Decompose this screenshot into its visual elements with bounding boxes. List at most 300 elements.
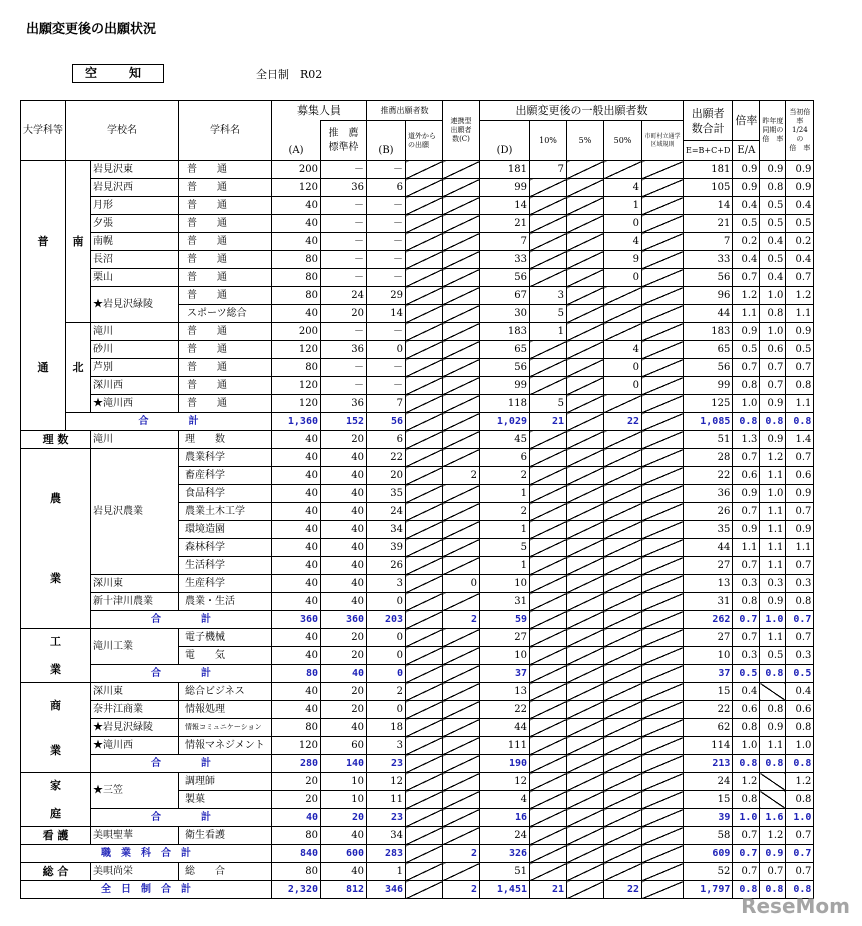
table-row xyxy=(21,101,814,121)
header-initial: 当初倍率 1/24 の 倍 率 xyxy=(786,101,814,161)
p50-value xyxy=(604,431,642,449)
ratio-value: 0.7 xyxy=(733,629,760,647)
table-row xyxy=(21,881,814,899)
initial-ratio-value: 1.1 xyxy=(786,305,814,323)
total-p5 xyxy=(567,755,604,773)
suisen-count-value: － xyxy=(367,269,406,287)
general-value: 14 xyxy=(480,197,530,215)
header-recruit: 募集人員 xyxy=(272,101,367,121)
total-value: 65 xyxy=(684,341,733,359)
city-value xyxy=(642,251,684,269)
recruit-value: 80 xyxy=(272,827,321,845)
p10-value xyxy=(530,539,567,557)
p50-value xyxy=(604,395,642,413)
suisen-waku-value: － xyxy=(321,359,367,377)
ratio-value: 0.7 xyxy=(733,557,760,575)
prev-ratio-value: 0.9 xyxy=(760,395,786,413)
recruit-value: 40 xyxy=(272,575,321,593)
p50-value xyxy=(604,503,642,521)
ratio-value: 0.7 xyxy=(733,863,760,881)
recruit-value: 40 xyxy=(272,557,321,575)
dept-name: 普 通 xyxy=(179,323,272,341)
general-value: 24 xyxy=(480,827,530,845)
suisen-waku-value: 40 xyxy=(321,503,367,521)
dougai-value xyxy=(406,701,443,719)
prev-ratio-value xyxy=(760,773,786,791)
total-suisen-count: 0 xyxy=(367,665,406,683)
recruit-value: 80 xyxy=(272,359,321,377)
table-row xyxy=(21,287,814,305)
dougai-value xyxy=(406,503,443,521)
school-name: 深川東 xyxy=(91,575,179,593)
total-recruit: 840 xyxy=(272,845,321,863)
ratio-value: 1.1 xyxy=(733,539,760,557)
header-dougai: 道外からの出願 xyxy=(406,121,443,161)
p50-value xyxy=(604,161,642,179)
p5-value xyxy=(567,629,604,647)
suisen-waku-value: 40 xyxy=(321,449,367,467)
p5-value xyxy=(567,395,604,413)
school-name: 滝川 xyxy=(91,323,179,341)
category-shogyo: 商 業 xyxy=(21,683,91,773)
total-city xyxy=(642,809,684,827)
header-ratio: 倍率 xyxy=(733,101,760,141)
general-value: 56 xyxy=(480,359,530,377)
city-value xyxy=(642,161,684,179)
school-name: 新十津川農業 xyxy=(91,593,179,611)
initial-ratio-value: 1.1 xyxy=(786,539,814,557)
dept-name: 畜産科学 xyxy=(179,467,272,485)
initial-ratio-value: 0.9 xyxy=(786,521,814,539)
p5-value xyxy=(567,557,604,575)
suisen-waku-value: 36 xyxy=(321,341,367,359)
suisen-count-value: 26 xyxy=(367,557,406,575)
dept-name: 普 通 xyxy=(179,161,272,179)
dept-name: 生産科学 xyxy=(179,575,272,593)
suisen-count-value: － xyxy=(367,251,406,269)
p5-value xyxy=(567,701,604,719)
total-prev: 0.8 xyxy=(760,881,786,899)
dougai-value xyxy=(406,593,443,611)
suisen-count-value: － xyxy=(367,233,406,251)
total-value: 21 xyxy=(684,215,733,233)
dept-name: 情報マネジメント xyxy=(179,737,272,755)
general-value: 65 xyxy=(480,341,530,359)
total-value: 44 xyxy=(684,305,733,323)
dept-name: 普 通 xyxy=(179,215,272,233)
dept-name: 普 通 xyxy=(179,287,272,305)
suisen-count-value: 39 xyxy=(367,539,406,557)
table-row xyxy=(21,395,814,413)
table-row xyxy=(21,215,814,233)
prev-ratio-value xyxy=(760,791,786,809)
recruit-value: 80 xyxy=(272,287,321,305)
header-blank xyxy=(367,121,406,141)
total-value: 36 xyxy=(684,485,733,503)
suisen-count-value: － xyxy=(367,215,406,233)
general-value: 31 xyxy=(480,593,530,611)
total-p10 xyxy=(530,755,567,773)
city-value xyxy=(642,575,684,593)
total-ratio: 1.0 xyxy=(733,809,760,827)
renkei-value xyxy=(443,683,480,701)
recruit-value: 40 xyxy=(272,449,321,467)
renkei-value: 0 xyxy=(443,575,480,593)
category-nogyo: 農 業 xyxy=(21,449,91,629)
city-value xyxy=(642,449,684,467)
dougai-value xyxy=(406,395,443,413)
dept-name: 普 通 xyxy=(179,233,272,251)
total-label: 全 日 制 合 計 xyxy=(21,881,272,899)
total-value: 27 xyxy=(684,557,733,575)
total-value: 181 xyxy=(684,161,733,179)
suisen-count-value: 34 xyxy=(367,521,406,539)
p5-value xyxy=(567,827,604,845)
school-name: 深川東 xyxy=(91,683,179,701)
total-prev: 0.9 xyxy=(760,845,786,863)
total-p5 xyxy=(567,809,604,827)
page-title: 出願変更後の出願状況 xyxy=(26,22,157,37)
dougai-value xyxy=(406,521,443,539)
renkei-value xyxy=(443,341,480,359)
p5-value xyxy=(567,449,604,467)
total-city xyxy=(642,881,684,899)
table-row xyxy=(21,611,814,629)
renkei-value xyxy=(443,827,480,845)
recruit-value: 40 xyxy=(272,683,321,701)
city-value xyxy=(642,593,684,611)
p50-value xyxy=(604,449,642,467)
renkei-value xyxy=(443,773,480,791)
dougai-value xyxy=(406,305,443,323)
p10-value: 1 xyxy=(530,323,567,341)
total-suisen-waku: 20 xyxy=(321,809,367,827)
total-ratio: 0.8 xyxy=(733,413,760,431)
school-name: ★岩見沢緑陵 xyxy=(91,719,179,737)
p5-value xyxy=(567,539,604,557)
total-suisen-count: 23 xyxy=(367,809,406,827)
school-name: 芦別 xyxy=(91,359,179,377)
total-value: 35 xyxy=(684,521,733,539)
watermark-logo: ReseMom xyxy=(741,894,850,918)
total-renkei xyxy=(443,665,480,683)
recruit-value: 80 xyxy=(272,719,321,737)
renkei-value xyxy=(443,215,480,233)
p5-value xyxy=(567,287,604,305)
p5-value xyxy=(567,269,604,287)
renkei-value xyxy=(443,701,480,719)
prev-ratio-value: 1.2 xyxy=(760,449,786,467)
table-row xyxy=(21,809,814,827)
total-ratio: 0.7 xyxy=(733,611,760,629)
renkei-value xyxy=(443,629,480,647)
total-suisen-count: 203 xyxy=(367,611,406,629)
dept-name: 電子機械 xyxy=(179,629,272,647)
total-label: 合 計 xyxy=(91,665,272,683)
p50-value: 4 xyxy=(604,233,642,251)
city-value xyxy=(642,863,684,881)
dougai-value xyxy=(406,233,443,251)
total-p50 xyxy=(604,809,642,827)
total-value: 62 xyxy=(684,719,733,737)
header-school: 学校名 xyxy=(66,101,179,161)
suisen-count-value: 12 xyxy=(367,773,406,791)
prev-ratio-value: 0.8 xyxy=(760,179,786,197)
suisen-waku-value: 40 xyxy=(321,827,367,845)
p50-value xyxy=(604,629,642,647)
suisen-count-value: 22 xyxy=(367,449,406,467)
total-sum: 1,797 xyxy=(684,881,733,899)
total-p10 xyxy=(530,845,567,863)
total-general: 16 xyxy=(480,809,530,827)
total-value: 15 xyxy=(684,791,733,809)
initial-ratio-value: 0.8 xyxy=(786,593,814,611)
prev-ratio-value: 0.7 xyxy=(760,377,786,395)
suisen-waku-value: － xyxy=(321,251,367,269)
total-p50 xyxy=(604,755,642,773)
renkei-value: 2 xyxy=(443,467,480,485)
total-p50 xyxy=(604,845,642,863)
suisen-waku-value: － xyxy=(321,377,367,395)
suisen-count-value: 2 xyxy=(367,683,406,701)
total-p5 xyxy=(567,845,604,863)
city-value xyxy=(642,431,684,449)
total-ratio: 0.8 xyxy=(733,755,760,773)
p50-value xyxy=(604,323,642,341)
p50-value xyxy=(604,485,642,503)
ratio-value: 0.7 xyxy=(733,503,760,521)
p50-value xyxy=(604,305,642,323)
table-row xyxy=(21,323,814,341)
suisen-waku-value: 40 xyxy=(321,719,367,737)
initial-ratio-value: 0.4 xyxy=(786,683,814,701)
dougai-value xyxy=(406,251,443,269)
suisen-count-value: 24 xyxy=(367,503,406,521)
header-blank xyxy=(272,121,321,141)
dept-name: 製菓 xyxy=(179,791,272,809)
total-dougai xyxy=(406,881,443,899)
dept-name: 電 気 xyxy=(179,647,272,665)
city-value xyxy=(642,341,684,359)
prev-ratio-value: 1.2 xyxy=(760,827,786,845)
total-renkei xyxy=(443,809,480,827)
renkei-value xyxy=(443,557,480,575)
dougai-value xyxy=(406,269,443,287)
p5-value xyxy=(567,737,604,755)
table-row xyxy=(21,197,814,215)
renkei-value xyxy=(443,485,480,503)
p10-value xyxy=(530,521,567,539)
ratio-value: 0.6 xyxy=(733,701,760,719)
renkei-value xyxy=(443,359,480,377)
total-sum: 1,085 xyxy=(684,413,733,431)
suisen-count-value: 11 xyxy=(367,791,406,809)
recruit-value: 200 xyxy=(272,323,321,341)
total-sum: 213 xyxy=(684,755,733,773)
dougai-value xyxy=(406,575,443,593)
category-risu: 理 数 xyxy=(21,431,91,449)
total-dougai xyxy=(406,413,443,431)
p50-value: 0 xyxy=(604,269,642,287)
total-value: 52 xyxy=(684,863,733,881)
total-prev: 0.8 xyxy=(760,665,786,683)
dept-name: 農業土木工学 xyxy=(179,503,272,521)
total-general: 1,451 xyxy=(480,881,530,899)
header-p5: 5% xyxy=(567,121,604,161)
prev-ratio-value: 0.3 xyxy=(760,575,786,593)
region-south: 南 xyxy=(66,161,91,323)
school-name: 夕張 xyxy=(91,215,179,233)
recruit-value: 40 xyxy=(272,485,321,503)
p10-value: 7 xyxy=(530,161,567,179)
school-name: 奈井江商業 xyxy=(91,701,179,719)
initial-ratio-value: 0.9 xyxy=(786,161,814,179)
total-value: 26 xyxy=(684,503,733,521)
ratio-value: 0.8 xyxy=(733,791,760,809)
renkei-value xyxy=(443,323,480,341)
p5-value xyxy=(567,773,604,791)
dept-name: 衛生看護 xyxy=(179,827,272,845)
general-value: 1 xyxy=(480,557,530,575)
initial-ratio-value: 0.2 xyxy=(786,233,814,251)
initial-ratio-value: 0.7 xyxy=(786,629,814,647)
table-body xyxy=(21,101,814,899)
dougai-value xyxy=(406,629,443,647)
recruit-value: 40 xyxy=(272,305,321,323)
general-value: 1 xyxy=(480,485,530,503)
city-value xyxy=(642,323,684,341)
renkei-value xyxy=(443,521,480,539)
dougai-value xyxy=(406,557,443,575)
general-value: 2 xyxy=(480,467,530,485)
p10-value xyxy=(530,629,567,647)
suisen-count-value: 18 xyxy=(367,719,406,737)
p5-value xyxy=(567,179,604,197)
suisen-waku-value: － xyxy=(321,215,367,233)
initial-ratio-value: 0.7 xyxy=(786,557,814,575)
city-value xyxy=(642,359,684,377)
prev-ratio-value: 0.9 xyxy=(760,431,786,449)
total-recruit: 80 xyxy=(272,665,321,683)
suisen-waku-value: 20 xyxy=(321,305,367,323)
p50-value: 0 xyxy=(604,359,642,377)
suisen-count-value: 0 xyxy=(367,647,406,665)
initial-ratio-value: 1.2 xyxy=(786,773,814,791)
general-value: 13 xyxy=(480,683,530,701)
renkei-value xyxy=(443,377,480,395)
table-row xyxy=(21,683,814,701)
total-ratio: 0.7 xyxy=(733,845,760,863)
renkei-value xyxy=(443,791,480,809)
prev-ratio-value: 0.5 xyxy=(760,647,786,665)
p10-value xyxy=(530,773,567,791)
initial-ratio-value: 0.3 xyxy=(786,575,814,593)
p5-value xyxy=(567,467,604,485)
dougai-value xyxy=(406,773,443,791)
ratio-value: 0.2 xyxy=(733,233,760,251)
recruit-value: 40 xyxy=(272,521,321,539)
total-dougai xyxy=(406,755,443,773)
city-value xyxy=(642,521,684,539)
initial-ratio-value: 1.2 xyxy=(786,287,814,305)
p50-value xyxy=(604,791,642,809)
p10-value xyxy=(530,197,567,215)
p50-value xyxy=(604,701,642,719)
header-p50: 50% xyxy=(604,121,642,161)
total-general: 326 xyxy=(480,845,530,863)
renkei-value xyxy=(443,161,480,179)
general-value: 6 xyxy=(480,449,530,467)
total-renkei xyxy=(443,755,480,773)
p10-value xyxy=(530,359,567,377)
prev-ratio-value xyxy=(760,683,786,701)
renkei-value xyxy=(443,503,480,521)
prev-ratio-value: 0.5 xyxy=(760,251,786,269)
dept-name: 普 通 xyxy=(179,341,272,359)
table-row xyxy=(21,377,814,395)
renkei-value xyxy=(443,305,480,323)
p10-value xyxy=(530,827,567,845)
suisen-count-value: － xyxy=(367,377,406,395)
suisen-waku-value: 10 xyxy=(321,791,367,809)
p10-value xyxy=(530,467,567,485)
city-value xyxy=(642,467,684,485)
total-value: 13 xyxy=(684,575,733,593)
recruit-value: 40 xyxy=(272,647,321,665)
city-value xyxy=(642,737,684,755)
total-recruit: 40 xyxy=(272,809,321,827)
total-value: 51 xyxy=(684,431,733,449)
suisen-waku-value: － xyxy=(321,323,367,341)
p5-value xyxy=(567,323,604,341)
initial-ratio-value: 1.4 xyxy=(786,431,814,449)
table-row xyxy=(21,755,814,773)
category-kango: 看 護 xyxy=(21,827,91,845)
p10-value xyxy=(530,737,567,755)
p10-value xyxy=(530,269,567,287)
suisen-count-value: 7 xyxy=(367,395,406,413)
prev-ratio-value: 0.7 xyxy=(760,863,786,881)
total-city xyxy=(642,665,684,683)
city-value xyxy=(642,305,684,323)
city-value xyxy=(642,683,684,701)
initial-ratio-value: 0.7 xyxy=(786,503,814,521)
dougai-value xyxy=(406,359,443,377)
suisen-waku-value: 40 xyxy=(321,539,367,557)
p50-value xyxy=(604,647,642,665)
dougai-value xyxy=(406,467,443,485)
dept-name: 情報コミュニケーション xyxy=(179,719,272,737)
school-name: 月形 xyxy=(91,197,179,215)
suisen-count-value: 3 xyxy=(367,575,406,593)
recruit-value: 120 xyxy=(272,341,321,359)
suisen-count-value: 0 xyxy=(367,701,406,719)
dougai-value xyxy=(406,215,443,233)
general-value: 181 xyxy=(480,161,530,179)
total-p5 xyxy=(567,611,604,629)
recruit-value: 80 xyxy=(272,863,321,881)
header-general: 出願変更後の一般出願者数 xyxy=(480,101,684,121)
ratio-value: 0.9 xyxy=(733,179,760,197)
category-sogo: 総 合 xyxy=(21,863,91,881)
city-value xyxy=(642,647,684,665)
general-value: 44 xyxy=(480,719,530,737)
p10-value xyxy=(530,251,567,269)
total-value: 27 xyxy=(684,629,733,647)
general-value: 10 xyxy=(480,647,530,665)
prev-ratio-value: 0.8 xyxy=(760,305,786,323)
p5-value xyxy=(567,197,604,215)
